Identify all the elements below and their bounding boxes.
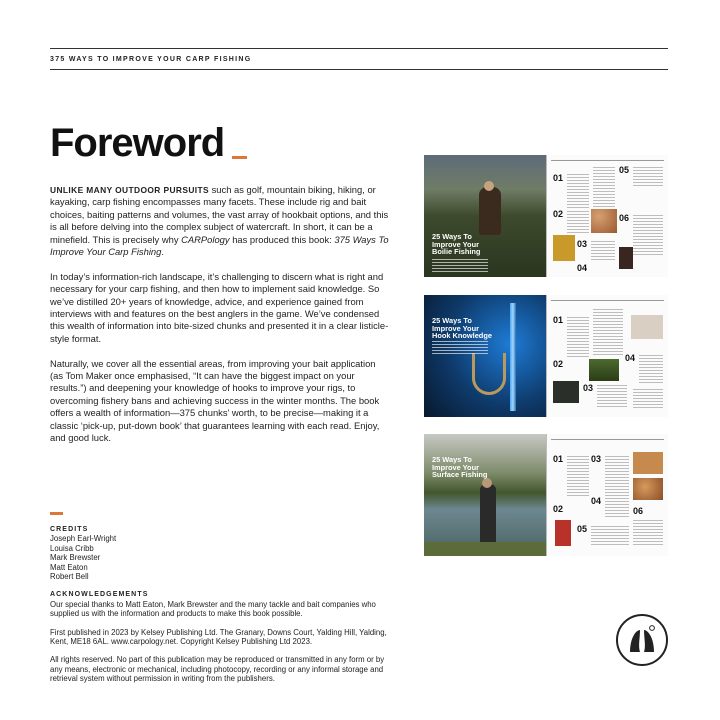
tip-number: 05 bbox=[577, 524, 588, 534]
acknowledgements-text: Our special thanks to Matt Eaton, Mark Brewster and the many tackle and bait companies who supplied us with the information and products to make this book possible. bbox=[50, 599, 376, 619]
tip-number: 03 bbox=[577, 239, 588, 249]
credits-accent-mark bbox=[50, 512, 63, 515]
tip-number: 02 bbox=[553, 504, 564, 514]
running-head: 375 WAYS TO IMPROVE YOUR CARP FISHING bbox=[50, 56, 252, 63]
paragraph-2: In today’s information-rich landscape, it’s challenging to discern what is right and necessary for your carp fishing, and then how to implement said knowledge. So we’ve distilled 20+ years of knowledge, advice, and experience gained from interviews with and features on the best anglers in the game. We’ve condensed this wealth of information into bite-sized chunks and presented it in a clear listicle-style format. bbox=[50, 270, 389, 344]
rig-thumbnail bbox=[589, 359, 619, 381]
spread-photo bbox=[424, 295, 546, 417]
foreword-body bbox=[50, 184, 390, 457]
tip-number: 01 bbox=[553, 173, 564, 183]
spread-preview-boilie bbox=[424, 155, 668, 277]
tip-number: 06 bbox=[633, 506, 644, 516]
top-rule bbox=[50, 48, 668, 49]
spread-title: 25 Ways To Improve Your Boilie Fishing bbox=[432, 232, 481, 257]
credits-block bbox=[50, 525, 390, 684]
dark-rig-thumbnail bbox=[553, 381, 579, 403]
floater-thumbnail bbox=[633, 452, 663, 474]
carp-logo-icon bbox=[618, 616, 666, 664]
rights-notice: All rights reserved. No part of this publication may be reproduced or transmitted in any form or by any means, electronic or mechanical, including photocopy, recording or any informal storage and retrieval system without permission in writing from the publishers. bbox=[50, 655, 385, 684]
tip-number: 02 bbox=[553, 359, 564, 369]
hook-thumbnail bbox=[631, 315, 663, 339]
credit-name: Mark Brewster bbox=[50, 553, 101, 563]
spread-text-page bbox=[546, 434, 668, 556]
magazine-name: CARPology bbox=[181, 233, 230, 245]
publication-info: First published in 2023 by Kelsey Publishing Ltd. The Granary, Downs Court, Yalding Hill, Yalding, Kent, ME18 6AL. www.carpology.net. Copyright Kelsey Publishing Ltd 2023. bbox=[50, 627, 387, 647]
p1-text-c: . bbox=[161, 246, 164, 258]
p1-text-b: has produced this book: bbox=[229, 233, 335, 245]
tip-number: 02 bbox=[553, 209, 564, 219]
spread-title: 25 Ways To Improve Your Hook Knowledge bbox=[432, 316, 492, 341]
tip-number: 04 bbox=[591, 496, 602, 506]
p1-text-a: such as golf, mountain biking, hiking, or kayaking, carp fishing encompasses many facets. These include rig and bait choices, baiting patterns and volumes, the vast array of hookbait options, and this is all before delving into the complex subject of watercraft. In short, it can be a minefield. This is precisely why bbox=[50, 184, 389, 245]
spread-blurb bbox=[432, 259, 488, 273]
boilie-thumbnail bbox=[591, 209, 617, 233]
page-title: Foreword bbox=[50, 121, 225, 165]
credit-name: Joseph Earl-Wright bbox=[50, 534, 117, 544]
credit-name: Louisa Cribb bbox=[50, 543, 94, 553]
tip-number: 06 bbox=[619, 213, 630, 223]
pet-food-thumbnail bbox=[555, 520, 571, 546]
tip-number: 03 bbox=[591, 454, 602, 464]
credit-name: Matt Eaton bbox=[50, 562, 88, 572]
spread-blurb bbox=[432, 341, 488, 355]
acknowledgements-heading: ACKNOWLEDGEMENTS bbox=[50, 591, 149, 599]
spread-text-page bbox=[546, 295, 668, 417]
spread-photo bbox=[424, 155, 546, 277]
bait-jar-thumbnail bbox=[619, 247, 633, 269]
credit-name: Robert Bell bbox=[50, 572, 89, 582]
lead-in: UNLIKE MANY OUTDOOR PURSUITS bbox=[50, 185, 210, 195]
title-underscore-mark bbox=[232, 156, 247, 159]
tip-number: 03 bbox=[583, 383, 594, 393]
spread-text-page bbox=[546, 155, 668, 277]
spread-photo bbox=[424, 434, 546, 556]
carpology-logo bbox=[616, 614, 668, 666]
tip-number: 04 bbox=[577, 263, 588, 273]
spread-preview-hook bbox=[424, 295, 668, 417]
biscuits-thumbnail bbox=[633, 478, 663, 500]
tip-number: 05 bbox=[619, 165, 630, 175]
bait-tub-thumbnail bbox=[553, 235, 575, 261]
credits-heading: CREDITS bbox=[50, 526, 89, 533]
spread-preview-surface bbox=[424, 434, 668, 556]
tip-number: 04 bbox=[625, 353, 636, 363]
spread-title: 25 Ways To Improve Your Surface Fishing bbox=[432, 455, 488, 480]
book-title: 375 Ways To Improve Your Carp Fishing bbox=[50, 233, 389, 258]
paragraph-1 bbox=[50, 184, 390, 258]
tip-number: 01 bbox=[553, 315, 564, 325]
tip-number: 01 bbox=[553, 454, 564, 464]
paragraph-3: Naturally, we cover all the essential areas, from improving your bait application (as Tom Maker once emphasised, “It can have the biggest impact on your results.”) and deepening your knowledge of hooks to improve your rigs, to overcoming fishery bans and achieving success in the winter months. The book offers a wealth of information—375 chunks’ worth, to be precise—making it a classic ‘pick-up, put-down book’ that guarantees learning with each read. Enjoy, and good luck. bbox=[50, 357, 380, 444]
header-rule bbox=[50, 69, 668, 70]
